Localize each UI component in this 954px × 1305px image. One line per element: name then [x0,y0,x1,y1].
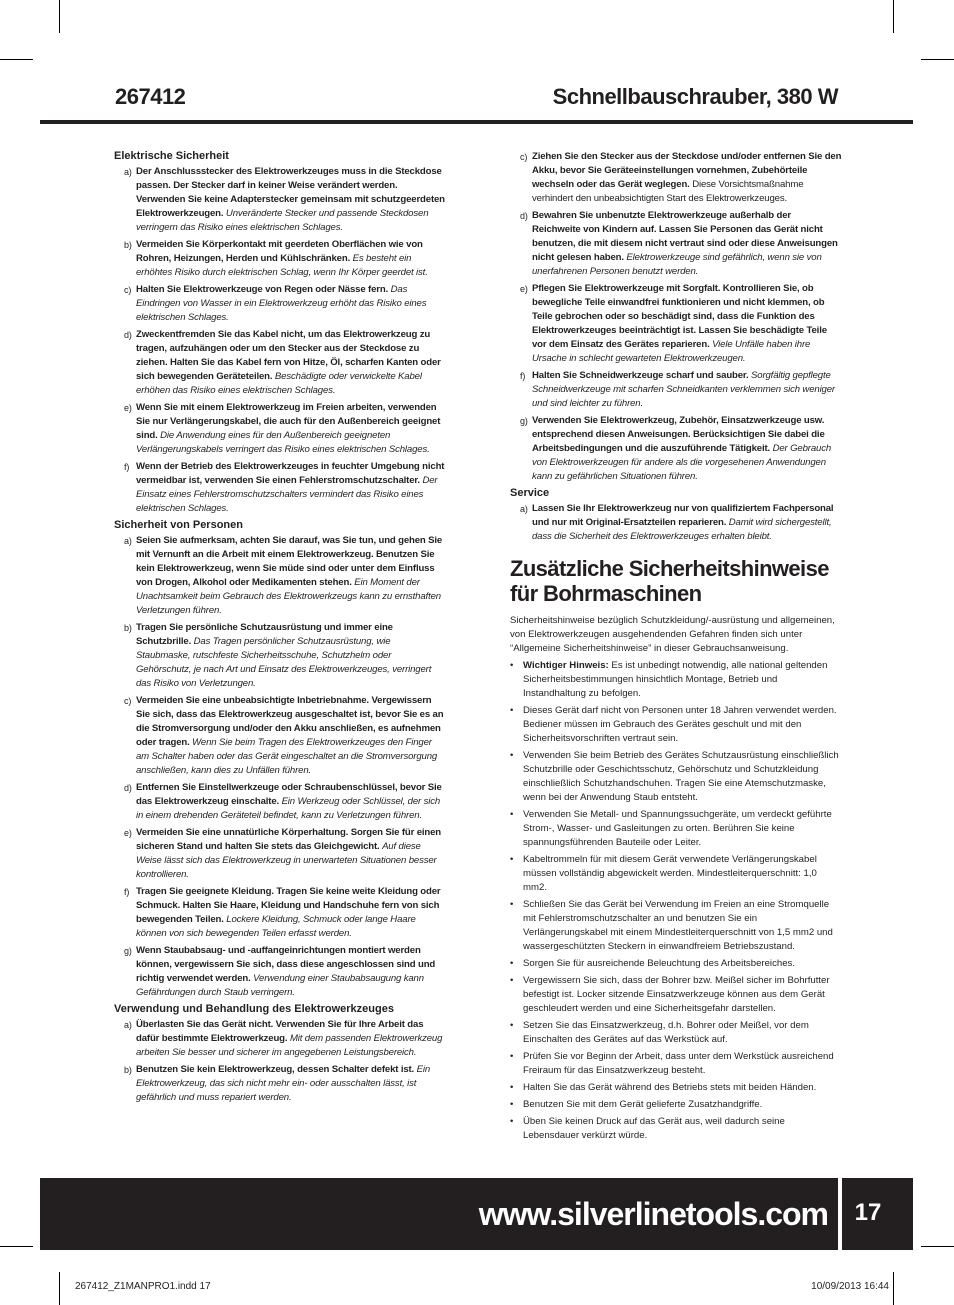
bullet-text: Benutzen Sie mit dem Gerät gelieferte Zusatzhandgriffe. [523,1099,763,1110]
bullet-text: Es ist unbedingt notwendig, alle national geltenden Sicherheitsbestimmungen hinsichtlich Montage, Betrieb und Instandhaltung zu befolgen. [523,660,828,699]
bullet-icon: • [510,854,514,865]
left-column [114,150,446,1108]
bullet-item [510,957,842,971]
item-bold-text: Wenn der Betrieb des Elektrowerkzeuges in feuchter Umgebung nicht vermeidbar ist, verwenden Sie einen Fehlerstromschutzschalter. [136,461,445,486]
item-note: Elektrowerkzeuge sind gefährlich, wenn sie von unerfahrenen Personen benutzt werden. [532,252,822,277]
item-note: Ein Werkzeug oder Schlüssel, der sich in einem drehenden Geräteteil befindet, kann zu Verletzungen führen. [136,796,441,821]
item-list [114,1018,446,1105]
bullet-text: Dieses Gerät darf nicht von Personen unter 18 Jahren verwendet werden. Bediener müssen im Gebrauch des Gerätes geschult und mit den Sicherheitsvorschriften vertraut sein. [523,705,837,744]
page-title: Schnellbauschrauber, 380 W [552,84,838,109]
bullet-text: Prüfen Sie vor Beginn der Arbeit, dass unter dem Werkstück ausreichend Freiraum für das Einsatzwerkzeug besteht. [523,1051,834,1076]
item-marker: a) [124,1020,132,1030]
list-item [114,1063,446,1105]
bullet-icon: • [510,705,514,716]
section-heading: Service [510,487,550,499]
item-marker: e) [124,403,132,413]
bullet-item [510,1081,842,1095]
item-marker: d) [520,211,528,221]
crop-mark [921,1246,954,1247]
item-note: Beschädigte oder verwickelte Kabel erhöhen das Risiko eines elektrischen Schlages. [136,371,422,396]
item-marker: f) [520,371,526,381]
extra-intro: Sicherheitshinweise bezüglich Schutzkleidung/-ausrüstung und allgemeinen, von Elektrowerkzeugen ausgehendenden Gefahren finden sich unter “Allgemeine Sicherheitshinweise” in dieser Gebrauchsanweisung. [510,615,835,654]
bullet-bold-text: Wichtiger Hinweis: [523,660,609,671]
item-marker: g) [520,416,528,426]
item-bold-text: Tragen Sie geeignete Kleidung. Tragen Sie keine weite Kleidung oder Schmuck. Halten Sie Haare, Kleidung und Handschuhe fern von sich bewegenden Teilen. [136,886,441,925]
bullet-text: Verwenden Sie beim Betrieb des Gerätes Schutzausrüstung einschließlich Schutzbrille oder Geschichtsschutz, Gehörschutz und Schutzkleidung einschließlich Schutzhandschuhen. Tragen Sie eine Atemschutzmaske, wenn bei der Anwendung Staub entsteht. [523,750,839,803]
item-bold-text: Der Anschlussstecker des Elektrowerkzeuges muss in die Steckdose passen. Der Stecker darf in keiner Weise verändert werden. Verwenden Sie keine Adapterstecker gemeinsam mit schutzgeerdeten Elektrowerkzeugen. [136,166,445,219]
item-marker: e) [520,284,528,294]
bullet-item [510,1019,842,1047]
item-bold-text: Bewahren Sie unbenutzte Elektrowerkzeuge außerhalb der Reichweite von Kindern auf. Lassen Sie Personen das Gerät nicht benutzen, die mit diesem nicht vertraut sind oder diese Anweisungen nicht gelesen haben. [532,210,838,263]
item-marker: b) [124,623,132,633]
section [114,519,446,1000]
item-note: Das Tragen persönlicher Schutzausrüstung, wie Staubmaske, rutschfeste Sicherheitsschuhe, Schutzhelm oder Gehörschutz, je nach Art und Einsatz des Elektrowerkzeuges, verringert das Risiko von Verletzungen. [136,636,432,689]
list-item [114,826,446,882]
item-note: Der Gebrauch von Elektrowerkzeugen für andere als die vorgesehenen Anwendungen kann zu gefährlichen Situationen führen. [532,443,832,482]
item-note: Lockere Kleidung, Schmuck oder lange Haare können von sich bewegenden Teilen erfasst werden. [136,914,416,939]
bullet-icon: • [510,899,514,910]
item-marker: e) [124,828,132,838]
item-marker: d) [124,330,132,340]
item-note: Das Eindringen von Wasser in ein Elektrowerkzeug erhöht das Risiko eines elektrischen Schlages. [136,284,427,323]
bullet-text: Kabeltrommeln für mit diesem Gerät verwendete Verlängerungskabel müssen vollständig abgewickelt werden. Mindestleiterquerschnitt: 1,0 mm2. [523,854,817,893]
item-bold-text: Vermeiden Sie eine unnatürliche Körperhaltung. Sorgen Sie für einen sicheren Stand und halten Sie stets das Gleichgewicht. [136,827,442,852]
item-bold-text: Halten Sie Schneidwerkzeuge scharf und sauber. [532,370,749,381]
item-note: Damit wird sichergestellt, dass die Sicherheit des Elektrowerkzeuges erhalten bleibt. [532,517,832,542]
crop-mark [921,59,954,60]
bullet-item [510,1098,842,1112]
right-column [510,150,842,1146]
item-marker: f) [124,887,130,897]
continued-list [510,150,842,484]
item-marker: c) [124,696,132,706]
item-note: Diese Vorsichtsmaßnahme verhindert den unbeabsichtigten Start des Elektrowerkzeuges. [532,179,804,204]
bullet-text: Vergewissern Sie sich, dass der Bohrer bzw. Meißel sicher im Bohrfutter befestigt ist. Locker sitzende Einsatzwerkzeuge können aus dem Gerät geschleudert werden und eine Sicherheitsgefahr darstellen. [523,975,830,1014]
list-item [114,1018,446,1060]
bullet-icon: • [510,1051,514,1062]
item-marker: c) [124,285,132,295]
item-note: Unveränderte Stecker und passende Steckdosen verringern das Risiko eines elektrischen Schlages. [136,208,429,233]
item-bold-text: Verwenden Sie Elektrowerkzeug, Zubehör, Einsatzwerkzeuge usw. entsprechend diesen Anweisungen. Berücksichtigen Sie dabei die Arbeitsbedingungen und die auszuführende Tätigkeit. [532,415,825,454]
bullet-item [510,974,842,1016]
bullet-text: Sorgen Sie für ausreichende Beleuchtung des Arbeitsbereiches. [523,958,795,969]
crop-mark [59,0,60,33]
item-bold-text: Halten Sie Elektrowerkzeuge von Regen oder Nässe fern. [136,284,389,295]
crop-mark [893,0,894,33]
list-item [510,282,842,366]
item-bold-text: Überlasten Sie das Gerät nicht. Verwenden Sie für Ihre Arbeit das dafür bestimmte Elektrowerkzeug. [136,1019,424,1044]
service-list [510,502,842,544]
item-note: Wenn Sie beim Tragen des Elektrowerkzeuges den Finger am Schalter haben oder das Gerät eingeschaltet an die Stromversorgung anschließen, kann dies zu Unfällen führen. [136,737,438,776]
list-item [510,502,842,544]
item-note: Es besteht ein erhöhtes Risiko durch elektrischen Schlag, wenn Ihr Körper geerdet ist. [136,253,428,278]
crop-mark [0,59,33,60]
date-slug: 10/09/2013 16:44 [811,1281,889,1292]
item-note: Der Einsatz eines Fehlerstromschutzschalters vermindert das Risiko eines elektrischen Schlages. [136,475,438,514]
product-code: 267412 [115,84,186,109]
section [114,150,446,516]
section-heading: Elektrische Sicherheit [114,150,229,162]
item-bold-text: Wenn Sie mit einem Elektrowerkzeug im Freien arbeiten, verwenden Sie nur Verlängerungskabel, die auch für den Außenbereich geeignet sind. [136,402,441,441]
bullet-icon: • [510,660,514,671]
bullet-text: Schließen Sie das Gerät bei Verwendung im Freien an eine Stromquelle mit Fehlerstromschutzschalter an und benutzen Sie ein Verlängerungskabel mit einem Mindestleiterquerschnitt von 1,5 mm2 und wassergeschützten Steckern in einwandfreiem Betriebszustand. [523,899,833,952]
crop-mark [59,1272,60,1305]
item-note: Auf diese Weise lässt sich das Elektrowerkzeug in unerwarteten Situationen besser kontrollieren. [136,841,437,880]
list-item [114,885,446,941]
crop-mark [0,1246,33,1247]
list-item [114,328,446,398]
item-note: Ein Moment der Unachtsamkeit beim Gebrauch des Elektrowerkzeugs kann zu ernsthaften Verletzungen führen. [136,577,441,616]
page-number: 17 [854,1199,882,1226]
bullet-item [510,749,842,805]
item-note: Ein Elektrowerkzeug, das sich nicht mehr ein- oder ausschalten lässt, ist gefährlich und muss repariert werden. [136,1064,431,1103]
bullet-icon: • [510,958,514,969]
item-bold-text: Vermeiden Sie Körperkontakt mit geerdeten Oberflächen wie von Rohren, Heizungen, Herden und Kühlschränken. [136,239,423,264]
crop-mark [893,1272,894,1305]
bullet-item [510,659,842,701]
item-bold-text: Entfernen Sie Einstellwerkzeuge oder Schraubenschlüssel, bevor Sie das Elektrowerkzeug einschalte. [136,782,442,807]
service-section [510,487,842,544]
bullet-item [510,704,842,746]
list-item [510,369,842,411]
list-item [510,414,842,484]
bullet-text: Setzen Sie das Einsatzwerkzeug, d.h. Bohrer oder Meißel, vor dem Einschalten des Gerätes auf das Werkstück auf. [523,1020,809,1045]
list-item [114,401,446,457]
bullet-item [510,808,842,850]
list-item [114,621,446,691]
bullet-item [510,853,842,895]
footer-divider [838,1178,842,1250]
bullet-text: Verwenden Sie Metall- und Spannungssuchgeräte, um verdeckt geführte Strom-, Wasser- und Gasleitungen zu orten. Berühren Sie keine spannungsführenden Bauteile oder Leiter. [523,809,832,848]
item-marker: a) [124,167,132,177]
item-note: Mit dem passenden Elektrowerkzeug arbeiten Sie besser und sicherer im angegebenen Leistungsbereich. [136,1033,443,1058]
list-item [114,694,446,778]
item-bold-text: Zweckentfremden Sie das Kabel nicht, um das Elektrowerkzeug zu tragen, aufzuhängen oder um den Stecker aus der Steckdose zu ziehen. Halten Sie das Kabel fern von Hitze, Öl, scharfen Kanten oder sich bewegenden Geräteteilen. [136,329,441,382]
item-list [114,165,446,516]
item-marker: a) [124,536,132,546]
list-item [114,165,446,235]
item-marker: a) [520,504,528,514]
bullet-icon: • [510,809,514,820]
bullet-list [510,659,842,1143]
list-item [510,209,842,279]
item-bold-text: Seien Sie aufmerksam, achten Sie darauf, was Sie tun, und gehen Sie mit Vernunft an die Arbeit mit einem Elektrowerkzeug. Benutzen Sie kein Elektrowerkzeug, wenn Sie müde sind oder unter dem Einfluss von Drogen, Alkohol oder Medikamenten stehen. [136,535,443,588]
bullet-icon: • [510,1099,514,1110]
item-marker: g) [124,946,132,956]
bullet-item [510,898,842,954]
extra-heading: Zusätzliche Sicherheitshinweise für Bohrmaschinen [510,556,829,606]
item-bold-text: Tragen Sie persönliche Schutzausrüstung und immer eine Schutzbrille. [136,622,393,647]
file-slug: 267412_Z1MANPRO1.indd 17 [75,1281,211,1292]
item-bold-text: Vermeiden Sie eine unbeabsichtigte Inbetriebnahme. Vergewissern Sie sich, dass das Elektrowerkzeug ausgeschaltet ist, bevor Sie es an die Stromversorgung und/oder den Akku anschließen, es aufnehmen oder tragen. [136,695,444,748]
item-bold-text: Lassen Sie Ihr Elektrowerkzeug nur von qualifiziertem Fachpersonal und nur mit Original-Ersatzteilen reparieren. [532,503,834,528]
item-note: Sorgfältig gepflegte Schneidwerkzeuge mit scharfen Schneidkanten verklemmen sich weniger und sind leichter zu führen. [532,370,835,409]
list-item [510,150,842,206]
item-bold-text: Benutzen Sie kein Elektrowerkzeug, dessen Schalter defekt ist. [136,1064,415,1075]
item-list [114,534,446,1000]
item-note: Verwendung einer Staubabsaugung kann Gefährdungen durch Staub verringern. [136,973,424,998]
list-item [114,460,446,516]
item-note: Viele Unfälle haben ihre Ursache in schlecht gewarteten Elektrowerkzeugen. [532,339,811,364]
item-marker: b) [124,240,132,250]
list-item [114,283,446,325]
item-marker: c) [520,152,528,162]
item-note: Die Anwendung eines für den Außenbereich geeigneten Verlängerungskabels verringert das Risiko eines elektrischen Schlages. [136,430,430,455]
item-marker: f) [124,462,130,472]
extra-section [510,556,842,1143]
list-item [114,781,446,823]
list-item [114,944,446,1000]
bullet-icon: • [510,975,514,986]
section [114,1003,446,1105]
item-bold-text: Wenn Staubabsaug- und -auffangeinrichtungen montiert werden können, vergewissern Sie sich, dass diese angeschlossen sind und richtig verwendet werden. [136,945,436,984]
header-rule [40,120,913,124]
bullet-item [510,1115,842,1143]
bullet-item [510,1050,842,1078]
item-bold-text: Pflegen Sie Elektrowerkzeuge mit Sorgfalt. Kontrollieren Sie, ob bewegliche Teile einwandfrei funktionieren und nicht klemmen, ob Teile gebrochen oder so beschädigt sind, dass die Funktion des Elektrowerkzeuges beeinträchtigt ist. Lassen Sie beschädigte Teile vor dem Einsatz des Gerätes reparieren. [532,283,827,350]
item-marker: b) [124,1065,132,1075]
bullet-text: Halten Sie das Gerät während des Betriebs stets mit beiden Händen. [523,1082,817,1093]
section-heading: Sicherheit von Personen [114,519,243,531]
list-item [114,534,446,618]
list-item [114,238,446,280]
bullet-icon: • [510,1082,514,1093]
section-heading: Verwendung und Behandlung des Elektrowerkzeuges [114,1003,394,1015]
bullet-text: Üben Sie keinen Druck auf das Gerät aus, weil dadurch seine Lebensdauer verkürzt würde. [523,1116,785,1141]
bullet-icon: • [510,1020,514,1031]
website-link[interactable]: www.silverlinetools.com [478,1196,828,1232]
bullet-icon: • [510,750,514,761]
bullet-icon: • [510,1116,514,1127]
item-bold-text: Ziehen Sie den Stecker aus der Steckdose und/oder entfernen Sie den Akku, bevor Sie Geräteeinstellungen vornehmen, Zubehörteile wechseln oder das Gerät weglegen. [532,151,842,190]
item-marker: d) [124,783,132,793]
